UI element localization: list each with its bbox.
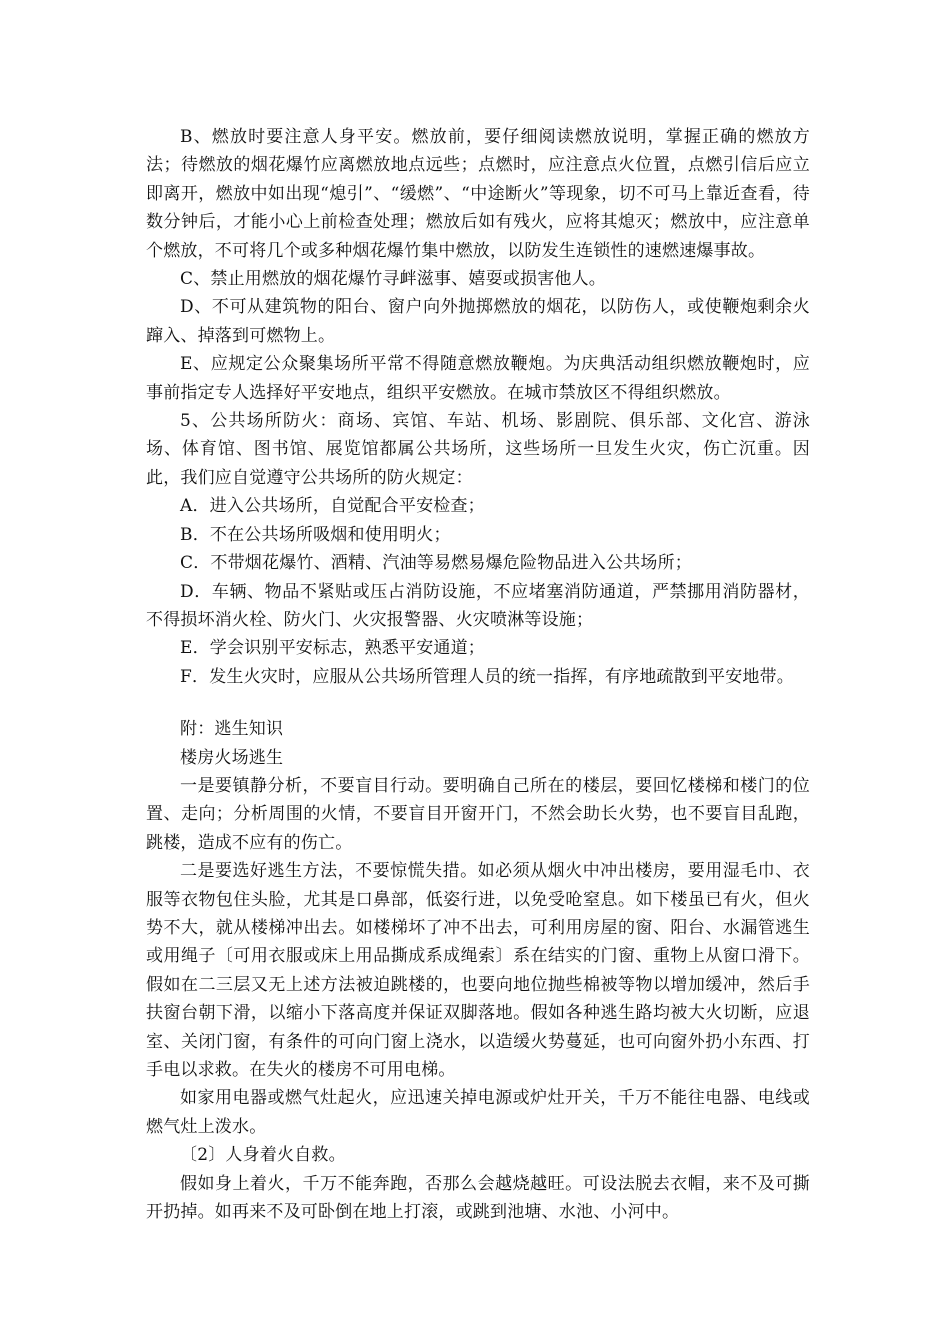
section-spacer [146,691,810,715]
list-item-public-e: E．学会识别平安标志，熟悉平安通道； [180,638,486,659]
document-body [146,123,810,1226]
subheading-self-rescue: 〔2〕人身着火自救。 [180,1145,346,1166]
paragraph-public-places: 5、公共场所防火：商场、宾馆、车站、机场、影剧院、俱乐部、文化宫、游泳场、体育馆、图书馆、展览馆都属公共场所，这些场所一旦发生火灾，伤亡沉重。因此，我们应自觉遵守公共场所的防火规定： [146,411,810,488]
section-title-building-escape: 楼房火场逃生 [180,747,284,768]
paragraph-self-rescue: 假如身上着火，千万不能奔跑，否那么会越烧越旺。可设法脱去衣帽，来不及可撕开扔掉。如再来不及可卧倒在地上打滚，或跳到池塘、水池、小河中。 [146,1173,810,1223]
list-item-public-a: A．进入公共场所，自觉配合平安检查； [180,496,485,517]
paragraph-fireworks-c: C、禁止用燃放的烟花爆竹寻衅滋事、嬉耍或损害他人。 [180,269,607,290]
appendix-heading: 附：逃生知识 [180,719,284,740]
paragraph-escape-1: 一是要镇静分析，不要盲目行动。要明确自己所在的楼层，要回忆楼梯和楼门的位置、走向；分析周围的火情，不要盲目开窗开门，不然会助长火势，也不要盲目乱跑，跳楼，造成不应有的伤亡。 [146,775,810,853]
paragraph-escape-2: 二是要选好逃生方法，不要惊慌失措。如必须从烟火中冲出楼房，要用湿毛巾、衣服等衣物包住头脸，尤其是口鼻部，低姿行进，以免受呛窒息。如下楼虽已有火，但火势不大，就从楼梯冲出去。如楼梯坏了冲不出去，可利用房屋的窗、阳台、水漏管逃生或用绳子〔可用衣服或床上用品撕成系成绳索〕系在结实的门窗、重物上从窗口滑下。假如在二三层又无上述方法被迫跳楼的，也要向地位抛些棉被等物以增加缓冲，然后手扶窗台朝下滑，以缩小下落高度并保证双脚落地。假如各种逃生路均被大火切断，应退室、关闭门窗，有条件的可向门窗上浇水，以造缓火势蔓延，也可向窗外扔小东西、打手电以求救。在失火的楼房不可用电梯。 [146,861,810,1080]
paragraph-fireworks-d: D、不可从建筑物的阳台、窗户向外抛掷燃放的烟花，以防伤人，或使鞭炮剩余火蹿入、掉落到可燃物上。 [146,297,810,346]
list-item-public-f: F．发生火灾时，应服从公共场所管理人员的统一指挥，有序地疏散到平安地带。 [180,666,794,687]
list-item-public-d: D．车辆、物品不紧贴或压占消防设施，不应堵塞消防通道，严禁挪用消防器材，不得损坏消火栓、防火门、火灾报警器、火灾喷淋等设施； [146,581,810,630]
list-item-public-b: B．不在公共场所吸烟和使用明火； [180,524,451,545]
paragraph-fireworks-b: B、燃放时要注意人身平安。燃放前，要仔细阅读燃放说明，掌握正确的燃放方法；待燃放的烟花爆竹应离燃放地点远些；点燃时，应注意点火位置，点燃引信后应立即离开，燃放中如出现“熄引”、“缓燃”、“中途断火”等现象，切不可马上靠近查看，待数分钟后，才能小心上前检查处理；燃放后如有残火，应将其熄灭；燃放中，应注意单个燃放，不可将几个或多种烟花爆竹集中燃放，以防发生连锁性的速燃速爆事故。 [146,127,810,261]
list-item-public-c: C．不带烟花爆竹、酒精、汽油等易燃易爆危险物品进入公共场所； [180,553,693,574]
paragraph-escape-appliance: 如家用电器或燃气灶起火，应迅速关掉电源或炉灶开关，千万不能往电器、电线或燃气灶上泼水。 [146,1088,810,1137]
paragraph-fireworks-e: E、应规定公众聚集场所平常不得随意燃放鞭炮。为庆典活动组织燃放鞭炮时，应事前指定专人选择好平安地点，组织平安燃放。在城市禁放区不得组织燃放。 [146,354,810,403]
